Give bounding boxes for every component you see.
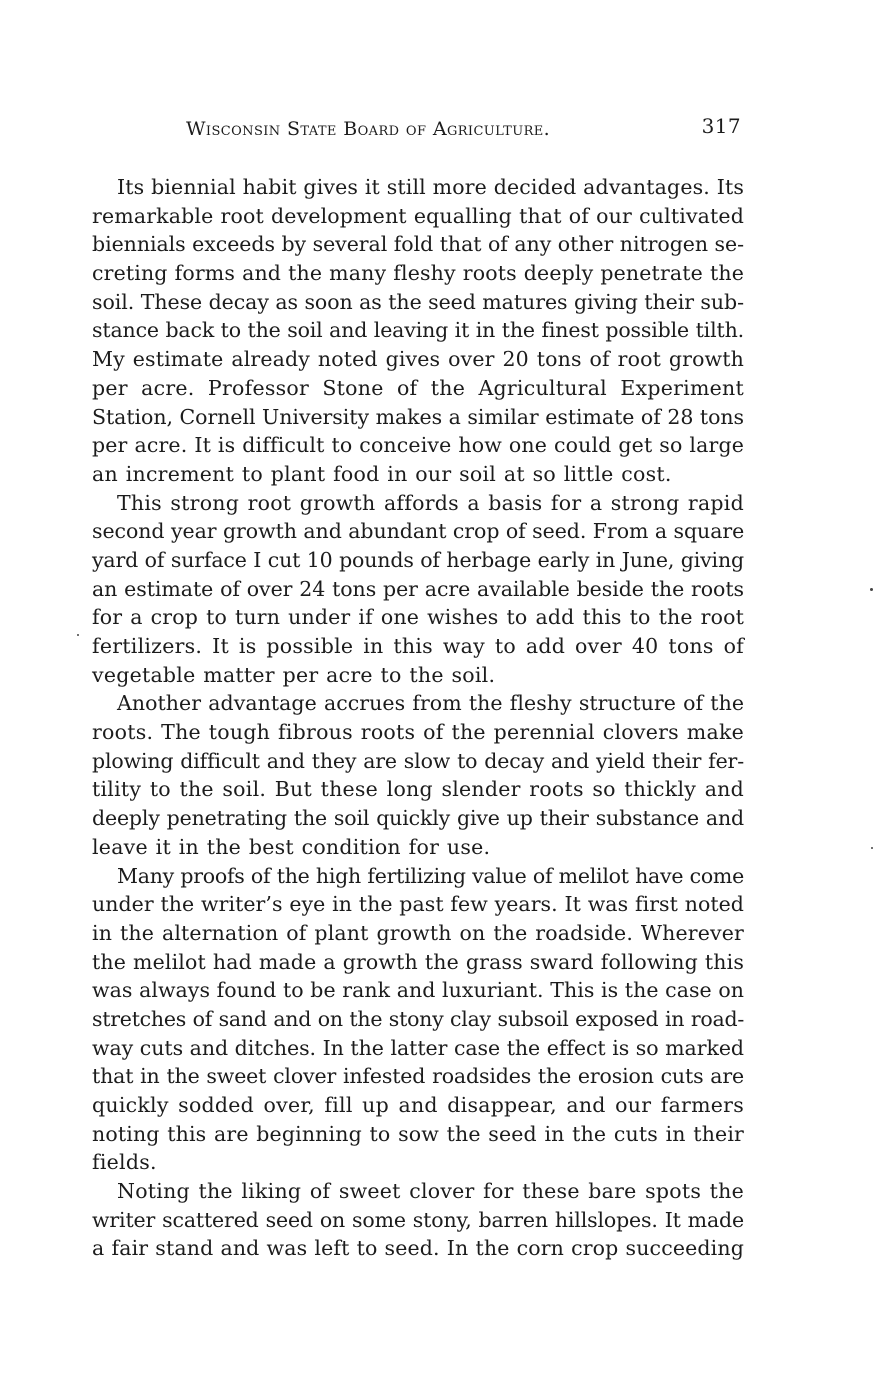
text-line: noting this are beginning to sow the seed in the cuts in their [92, 1121, 744, 1146]
ink-speck [870, 588, 873, 591]
text-line: stance back to the soil and leaving it in the finest possible tilth. [92, 318, 744, 343]
text-line: per acre. It is difficult to conceive how one could get so large [92, 433, 744, 458]
paragraph [92, 173, 744, 489]
text-line: This strong root growth affords a basis for a strong rapid [117, 490, 744, 515]
text-line: second year growth and abundant crop of seed. From a square [92, 519, 745, 544]
text-line: stretches of sand and on the stony clay subsoil exposed in road- [92, 1006, 744, 1031]
text-line: creting forms and the many fleshy roots deeply penetrate the [92, 261, 744, 286]
text-line: under the writer’s eye in the past few years. It was first noted [92, 892, 744, 917]
text-line: vegetable matter per acre to the soil. [92, 662, 496, 687]
text-line: was always found to be rank and luxuriant. This is the case on [92, 978, 744, 1003]
running-title: Wisconsin State Board of Agriculture. [186, 118, 551, 140]
text-line: per acre. Professor Stone of the Agricultural Experiment [92, 375, 744, 400]
text-line: in the alternation of plant growth on the roadside. Wherever [92, 920, 744, 945]
text-line: My estimate already noted gives over 20 tons of root growth [92, 347, 744, 372]
text-line: for a crop to turn under if one wishes to add this to the root [92, 605, 744, 630]
text-line: biennials exceeds by several fold that of any other nitrogen se- [92, 232, 744, 257]
page-number: 317 [701, 114, 741, 138]
text-line: roots. The tough fibrous roots of the perennial clovers make [92, 720, 744, 745]
paragraph [92, 689, 744, 861]
text-line: Many proofs of the high fertilizing value of melilot have come [117, 863, 744, 888]
text-line: fields. [92, 1150, 157, 1175]
paragraph [92, 489, 744, 690]
text-line: way cuts and ditches. In the latter case the effect is so marked [92, 1035, 744, 1060]
text-line: the melilot had made a growth the grass sward following this [92, 949, 744, 974]
text-line: plowing difficult and they are slow to decay and yield their fer- [92, 748, 744, 773]
text-line: tility to the soil. But these long slender roots so thickly and [92, 777, 744, 802]
text-line: remarkable root development equalling that of our cultivated [92, 203, 744, 228]
text-line: quickly sodded over, fill up and disappear, and our farmers [92, 1093, 744, 1117]
text-line: Noting the liking of sweet clover for these bare spots the [117, 1179, 744, 1204]
text-line: Its biennial habit gives it still more decided advantages. Its [117, 175, 744, 199]
paragraph [92, 862, 744, 1178]
text-line: that in the sweet clover infested roadsides the erosion cuts are [92, 1064, 744, 1089]
paragraph [92, 1177, 744, 1263]
text-line: deeply penetrating the soil quickly give up their substance and [92, 806, 744, 831]
ink-speck [77, 634, 79, 636]
ink-speck [871, 847, 873, 849]
text-line: an increment to plant food in our soil at so little cost. [92, 461, 672, 486]
text-line: fertilizers. It is possible in this way to add over 40 tons of [92, 634, 744, 658]
running-head [186, 114, 741, 146]
text-line: Another advantage accrues from the fleshy structure of the [117, 691, 744, 716]
text-line: yard of surface I cut 10 pounds of herbage early in June, giving [92, 547, 744, 572]
body-text [92, 173, 744, 1263]
text-line: an estimate of over 24 tons per acre available beside the roots [92, 576, 744, 601]
text-line: a fair stand and was left to seed. In the corn crop succeeding [92, 1236, 744, 1261]
text-line: writer scattered seed on some stony, barren hillslopes. It made [92, 1207, 744, 1232]
text-line: soil. These decay as soon as the seed matures giving their sub- [92, 289, 744, 314]
text-line: Station, Cornell University makes a similar estimate of 28 tons [92, 404, 744, 429]
text-line: leave it in the best condition for use. [92, 834, 491, 859]
